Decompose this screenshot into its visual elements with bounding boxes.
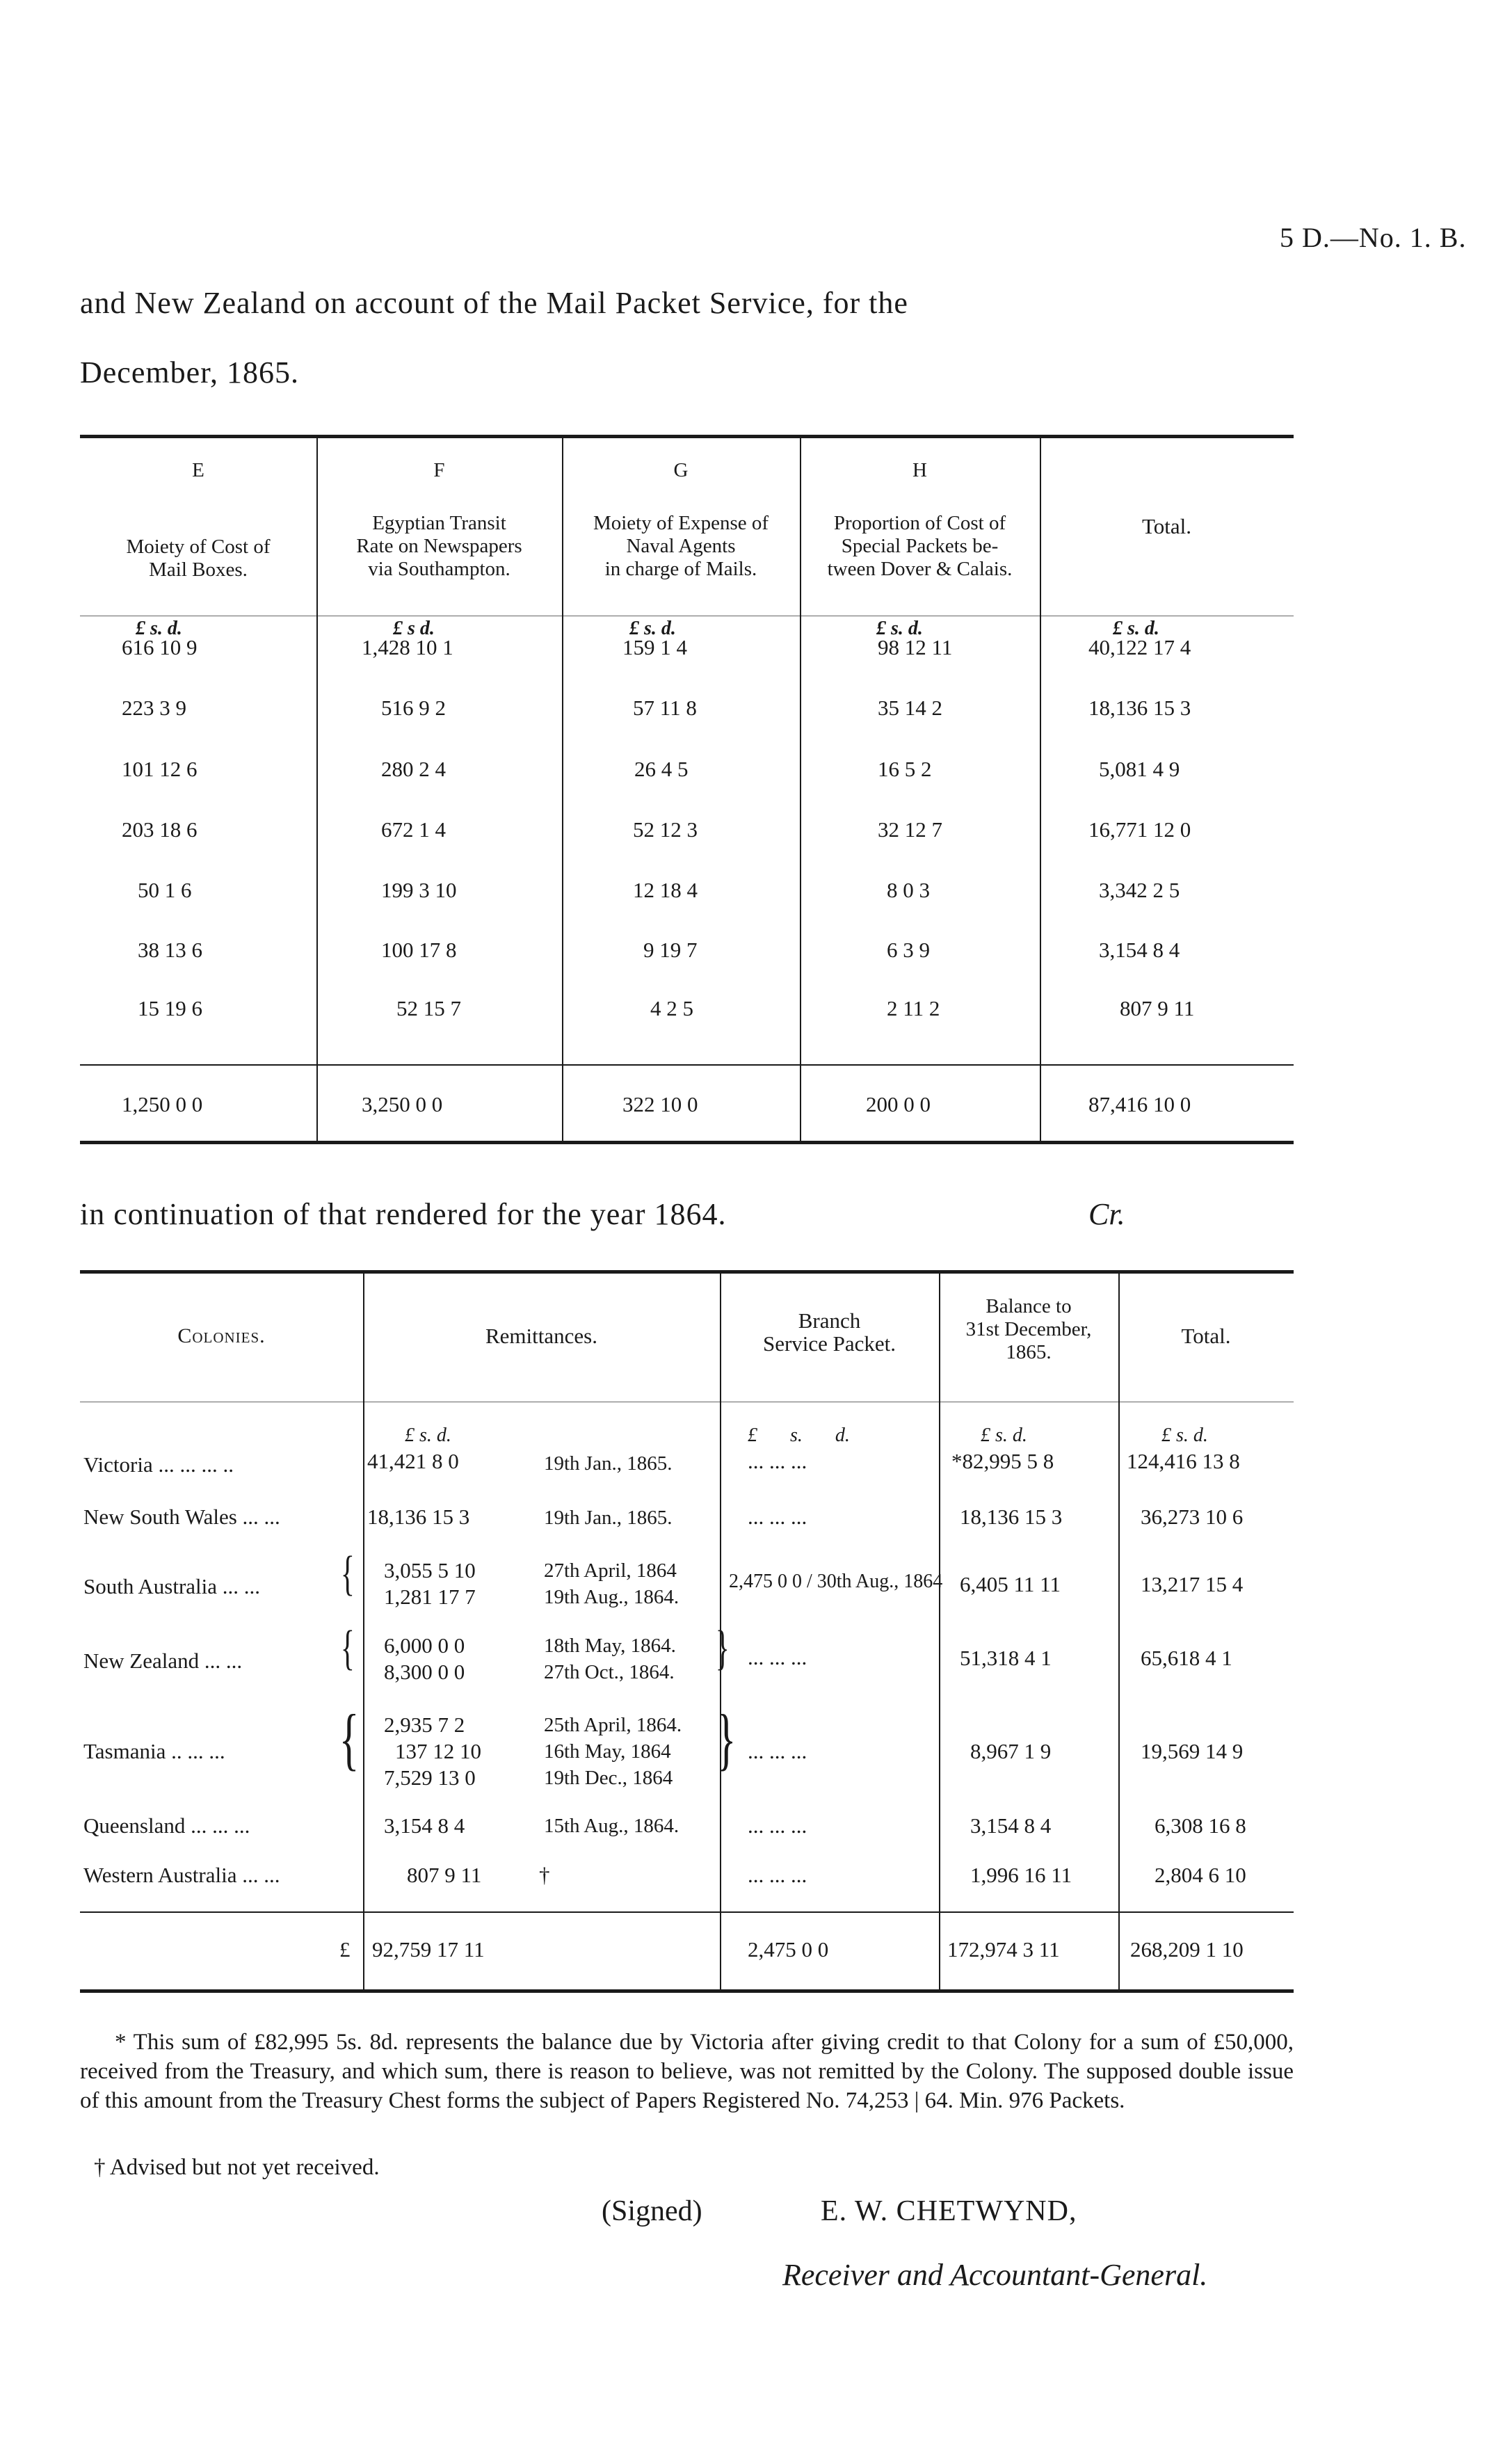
footnote-victoria: * This sum of £82,995 5s. 8d. represents the balance due by Victoria after giving credit to that Colony for a sum of £50,000, received from the Treasury, and which sum, there is reason to believe, was not remitted by the Colony. The supposed double issue of this amount from the Treasury Chest forms the subject of Papers Registered No. 74,253 | 64. Min. 976 Packets. bbox=[80, 2030, 1294, 2113]
header-total: Total. bbox=[1181, 1324, 1231, 1348]
brace-icon: { bbox=[340, 1547, 355, 1601]
col-letter-g: G bbox=[673, 459, 689, 481]
table2-top-rule bbox=[80, 1270, 1294, 1274]
brace-icon: { bbox=[340, 1621, 355, 1675]
heading-credit: in continuation of that rendered for the year 1864. bbox=[80, 1197, 727, 1231]
table2-total-rule bbox=[80, 1911, 1294, 1913]
table2-col-divider bbox=[1118, 1273, 1120, 1989]
signatory-title: Receiver and Accountant-General. bbox=[782, 2258, 1208, 2292]
table2-col-divider bbox=[363, 1273, 364, 1989]
colony-name: Queensland ... ... ... bbox=[83, 1813, 250, 1838]
units-branch: £ s. d. bbox=[748, 1425, 850, 1446]
units-balance: £ s. d. bbox=[981, 1425, 1027, 1446]
table1-col-divider bbox=[1040, 438, 1041, 1141]
heading-line-1: and New Zealand on account of the Mail Packet Service, for the bbox=[80, 286, 908, 320]
page-reference: 5 D.—No. 1. B. bbox=[1280, 222, 1467, 253]
units-f: £ s d. bbox=[393, 618, 435, 639]
colony-name: Victoria ... ... ... .. bbox=[83, 1452, 234, 1477]
colony-name: Western Australia ... ... bbox=[83, 1863, 280, 1887]
header-branch: Branch Service Packet. bbox=[762, 1308, 896, 1356]
colony-name: Tasmania .. ... ... bbox=[83, 1739, 225, 1763]
header-balance: Balance to 31st December, 1865. bbox=[965, 1295, 1092, 1363]
table1-total-rule bbox=[80, 1064, 1294, 1066]
table1-top-rule bbox=[80, 435, 1294, 438]
colony-name: New Zealand ... ... bbox=[83, 1649, 243, 1673]
brace-icon: } bbox=[716, 1700, 737, 1777]
units-g: £ s. d. bbox=[629, 618, 676, 639]
table2-col-divider bbox=[939, 1273, 940, 1989]
heading-line-2: December, 1865. bbox=[80, 355, 300, 390]
credit-label: Cr. bbox=[1088, 1197, 1125, 1231]
header-colonies: Colonies. bbox=[177, 1324, 266, 1347]
col-title-e: Moiety of Cost of Mail Boxes. bbox=[126, 536, 271, 581]
col-title-total: Total. bbox=[1141, 514, 1191, 538]
colony-name: New South Wales ... ... bbox=[83, 1505, 280, 1529]
units-total2: £ s. d. bbox=[1161, 1425, 1208, 1446]
units-total: £ s. d. bbox=[1113, 618, 1159, 639]
footnote-advised: † Advised but not yet received. bbox=[94, 2155, 380, 2180]
col-letter-h: H bbox=[912, 459, 927, 481]
header-remittances: Remittances. bbox=[485, 1324, 597, 1348]
table2-bottom-rule bbox=[80, 1989, 1294, 1993]
signatory-name: E. W. CHETWYND, bbox=[821, 2195, 1077, 2227]
col-letter-f: F bbox=[433, 459, 445, 481]
colony-name: South Australia ... ... bbox=[83, 1574, 261, 1598]
units-remittances: £ s. d. bbox=[405, 1425, 451, 1446]
units-h: £ s. d. bbox=[876, 618, 923, 639]
col-title-f: Egyptian Transit Rate on Newspapers via Southampton. bbox=[356, 512, 522, 580]
col-title-g: Moiety of Expense of Naval Agents in charge of Mails. bbox=[593, 512, 769, 580]
brace-icon: } bbox=[715, 1621, 730, 1675]
col-title-h: Proportion of Cost of Special Packets be- tween Dover & Calais. bbox=[827, 512, 1013, 580]
col-letter-e: E bbox=[192, 459, 204, 481]
signed-label: (Signed) bbox=[602, 2195, 702, 2227]
units-e: £ s. d. bbox=[136, 618, 182, 639]
brace-icon: { bbox=[339, 1700, 360, 1777]
table1-bottom-rule bbox=[80, 1141, 1294, 1144]
